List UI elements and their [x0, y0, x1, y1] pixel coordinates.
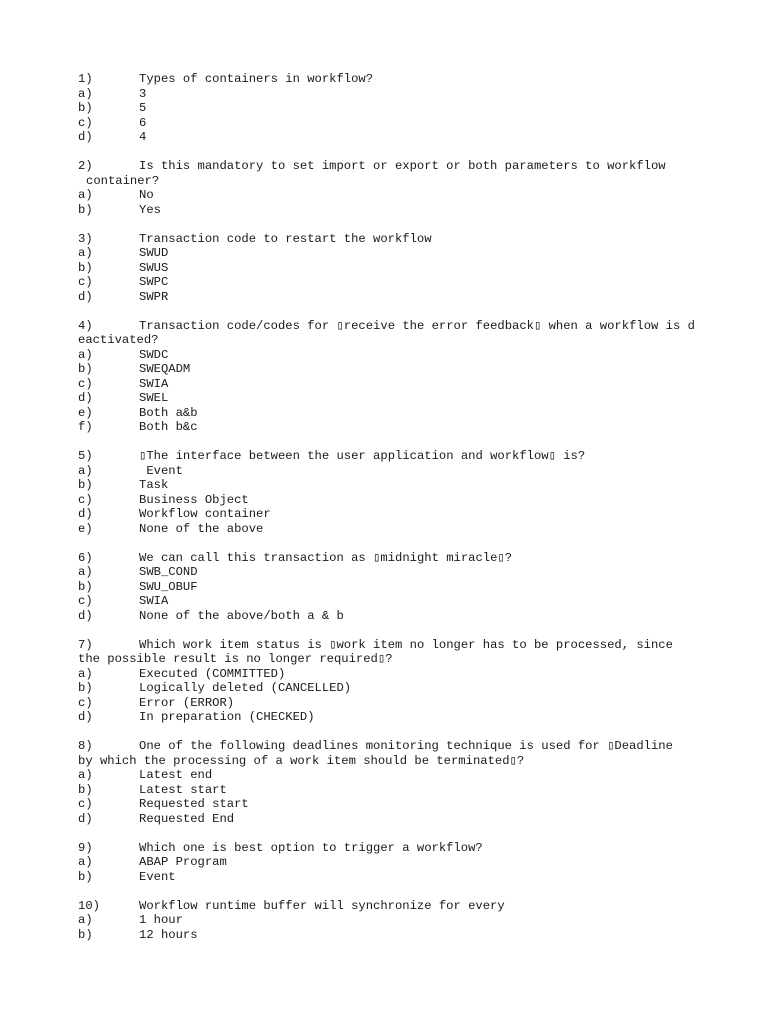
option-label: b)	[78, 362, 93, 376]
option-label: b)	[78, 260, 93, 275]
answer-option	[78, 275, 738, 290]
option-label: f)	[78, 420, 93, 434]
answer-option	[78, 420, 738, 435]
answer-option	[78, 710, 738, 725]
option-label: a)	[78, 768, 93, 782]
answer-option	[78, 377, 738, 392]
option-text: Latest start	[139, 782, 227, 797]
question-text-continuation: the possible result is no longer required▯?	[78, 652, 393, 666]
answer-option	[78, 391, 738, 406]
answer-option	[78, 580, 738, 595]
option-label: d)	[78, 130, 93, 144]
option-label: c)	[78, 275, 93, 289]
question-line	[78, 159, 738, 174]
option-label: a)	[78, 246, 93, 260]
answer-option	[78, 87, 738, 102]
answer-option	[78, 203, 738, 218]
option-label: b)	[78, 927, 93, 942]
option-text: Executed (COMMITTED)	[139, 666, 286, 681]
option-text: SWIA	[139, 376, 169, 391]
option-text: 3	[139, 86, 147, 101]
answer-option	[78, 464, 738, 479]
question-text: Which work item status is ▯work item no longer has to be processed, since	[139, 637, 673, 652]
option-text: 4	[139, 130, 147, 144]
option-text: SWPR	[139, 289, 169, 304]
question-text: One of the following deadlines monitoring technique is used for ▯Deadline	[139, 739, 673, 753]
question-text: Which one is best option to trigger a workflow?	[139, 840, 483, 855]
question-line	[78, 841, 738, 856]
option-label: b)	[78, 681, 93, 695]
question-block	[78, 449, 738, 536]
question-number: 8)	[78, 739, 93, 753]
question-text-continuation: by which the processing of a work item should be terminated▯?	[78, 753, 525, 768]
question-number: 2)	[78, 159, 93, 173]
question-block	[78, 72, 738, 145]
option-text: Requested start	[139, 797, 249, 811]
option-text: SWPC	[139, 275, 169, 289]
option-text: 12 hours	[139, 927, 198, 942]
question-text: Is this mandatory to set import or export or both parameters to workflow	[139, 159, 666, 173]
answer-option	[78, 768, 738, 783]
option-label: c)	[78, 492, 93, 507]
option-text: Both b&c	[139, 420, 198, 434]
question-line	[78, 551, 738, 566]
question-text: We can call this transaction as ▯midnight miracle▯?	[139, 550, 513, 565]
option-text: Requested End	[139, 811, 235, 826]
question-text: Transaction code to restart the workflow	[139, 231, 432, 246]
option-label: c)	[78, 797, 93, 811]
option-label: d)	[78, 507, 93, 521]
option-label: b)	[78, 782, 93, 797]
question-block	[78, 551, 738, 624]
option-label: c)	[78, 594, 93, 608]
option-text: Yes	[139, 202, 161, 217]
option-text: SWEL	[139, 391, 169, 405]
question-block	[78, 232, 738, 305]
question-block	[78, 899, 738, 943]
question-text: Types of containers in workflow?	[139, 72, 374, 86]
question-line	[78, 899, 738, 914]
option-text: Event	[139, 463, 183, 478]
question-number: 10)	[78, 898, 100, 913]
answer-option	[78, 130, 738, 145]
option-text: SWUD	[139, 246, 169, 260]
answer-option	[78, 261, 738, 276]
option-label: c)	[78, 695, 93, 710]
option-text: SWIA	[139, 594, 169, 608]
answer-option	[78, 696, 738, 711]
option-text: None of the above/both a & b	[139, 608, 344, 623]
answer-option	[78, 609, 738, 624]
option-label: a)	[78, 913, 93, 927]
question-number: 1)	[78, 72, 93, 86]
option-label: b)	[78, 202, 93, 217]
option-label: a)	[78, 666, 93, 681]
question-number: 3)	[78, 231, 93, 246]
answer-option	[78, 101, 738, 116]
option-label: b)	[78, 478, 93, 492]
answer-option	[78, 246, 738, 261]
question-number: 6)	[78, 550, 93, 565]
option-text: Workflow container	[139, 507, 271, 521]
option-text: Error (ERROR)	[139, 695, 235, 710]
answer-option	[78, 188, 738, 203]
question-number: 9)	[78, 840, 93, 855]
question-block	[78, 319, 738, 435]
option-text: None of the above	[139, 521, 264, 536]
option-label: d)	[78, 811, 93, 826]
option-label: a)	[78, 188, 93, 202]
option-text: Task	[139, 478, 169, 492]
option-text: Latest end	[139, 768, 213, 782]
answer-option	[78, 406, 738, 421]
option-label: b)	[78, 101, 93, 115]
option-label: a)	[78, 86, 93, 101]
option-text: SWEQADM	[139, 362, 191, 376]
question-line	[78, 739, 738, 754]
answer-option	[78, 870, 738, 885]
answer-option	[78, 855, 738, 870]
answer-option	[78, 783, 738, 798]
option-text: Business Object	[139, 492, 249, 507]
option-text: Logically deleted (CANCELLED)	[139, 681, 352, 695]
question-text-continuation: container?	[86, 173, 160, 188]
question-text: ▯The interface between the user application and workflow▯ is?	[139, 449, 586, 463]
question-line	[78, 72, 738, 87]
option-text: SWUS	[139, 260, 169, 275]
answer-option	[78, 812, 738, 827]
option-label: a)	[78, 463, 93, 478]
question-block	[78, 841, 738, 885]
option-text: No	[139, 188, 154, 202]
option-text: SWU_OBUF	[139, 579, 198, 594]
option-label: e)	[78, 521, 93, 536]
option-text: Both a&b	[139, 405, 198, 420]
question-block	[78, 638, 738, 725]
answer-option	[78, 493, 738, 508]
option-text: SWB_COND	[139, 565, 198, 579]
option-label: d)	[78, 710, 93, 724]
question-block	[78, 159, 738, 217]
question-list	[78, 72, 738, 957]
option-label: a)	[78, 565, 93, 579]
question-block	[78, 739, 738, 826]
question-number: 4)	[78, 318, 93, 333]
answer-option	[78, 478, 738, 493]
question-text: Transaction code/codes for ▯receive the error feedback▯ when a workflow is d	[139, 318, 695, 333]
question-line	[78, 449, 738, 464]
option-label: c)	[78, 376, 93, 391]
answer-option	[78, 348, 738, 363]
option-label: c)	[78, 115, 93, 130]
option-label: d)	[78, 289, 93, 304]
answer-option	[78, 290, 738, 305]
answer-option	[78, 362, 738, 377]
question-number: 5)	[78, 449, 93, 463]
answer-option	[78, 667, 738, 682]
answer-option	[78, 565, 738, 580]
question-text-continuation: eactivated?	[78, 333, 159, 347]
option-label: b)	[78, 869, 93, 884]
option-label: a)	[78, 855, 93, 869]
question-number: 7)	[78, 637, 93, 652]
option-label: d)	[78, 391, 93, 405]
option-label: e)	[78, 405, 93, 420]
option-text: 6	[139, 115, 147, 130]
question-line	[78, 232, 738, 247]
question-line	[78, 638, 738, 653]
option-label: a)	[78, 347, 93, 362]
answer-option	[78, 913, 738, 928]
answer-option	[78, 594, 738, 609]
question-text: Workflow runtime buffer will synchronize for every	[139, 898, 505, 913]
option-text: 5	[139, 101, 147, 115]
question-line	[78, 319, 738, 334]
answer-option	[78, 116, 738, 131]
option-label: b)	[78, 579, 93, 594]
option-text: In preparation (CHECKED)	[139, 710, 315, 724]
answer-option	[78, 507, 738, 522]
answer-option	[78, 928, 738, 943]
option-label: d)	[78, 608, 93, 623]
answer-option	[78, 681, 738, 696]
option-text: ABAP Program	[139, 855, 227, 869]
answer-option	[78, 522, 738, 537]
option-text: SWDC	[139, 347, 169, 362]
option-text: Event	[139, 869, 176, 884]
answer-option	[78, 797, 738, 812]
option-text: 1 hour	[139, 913, 183, 927]
